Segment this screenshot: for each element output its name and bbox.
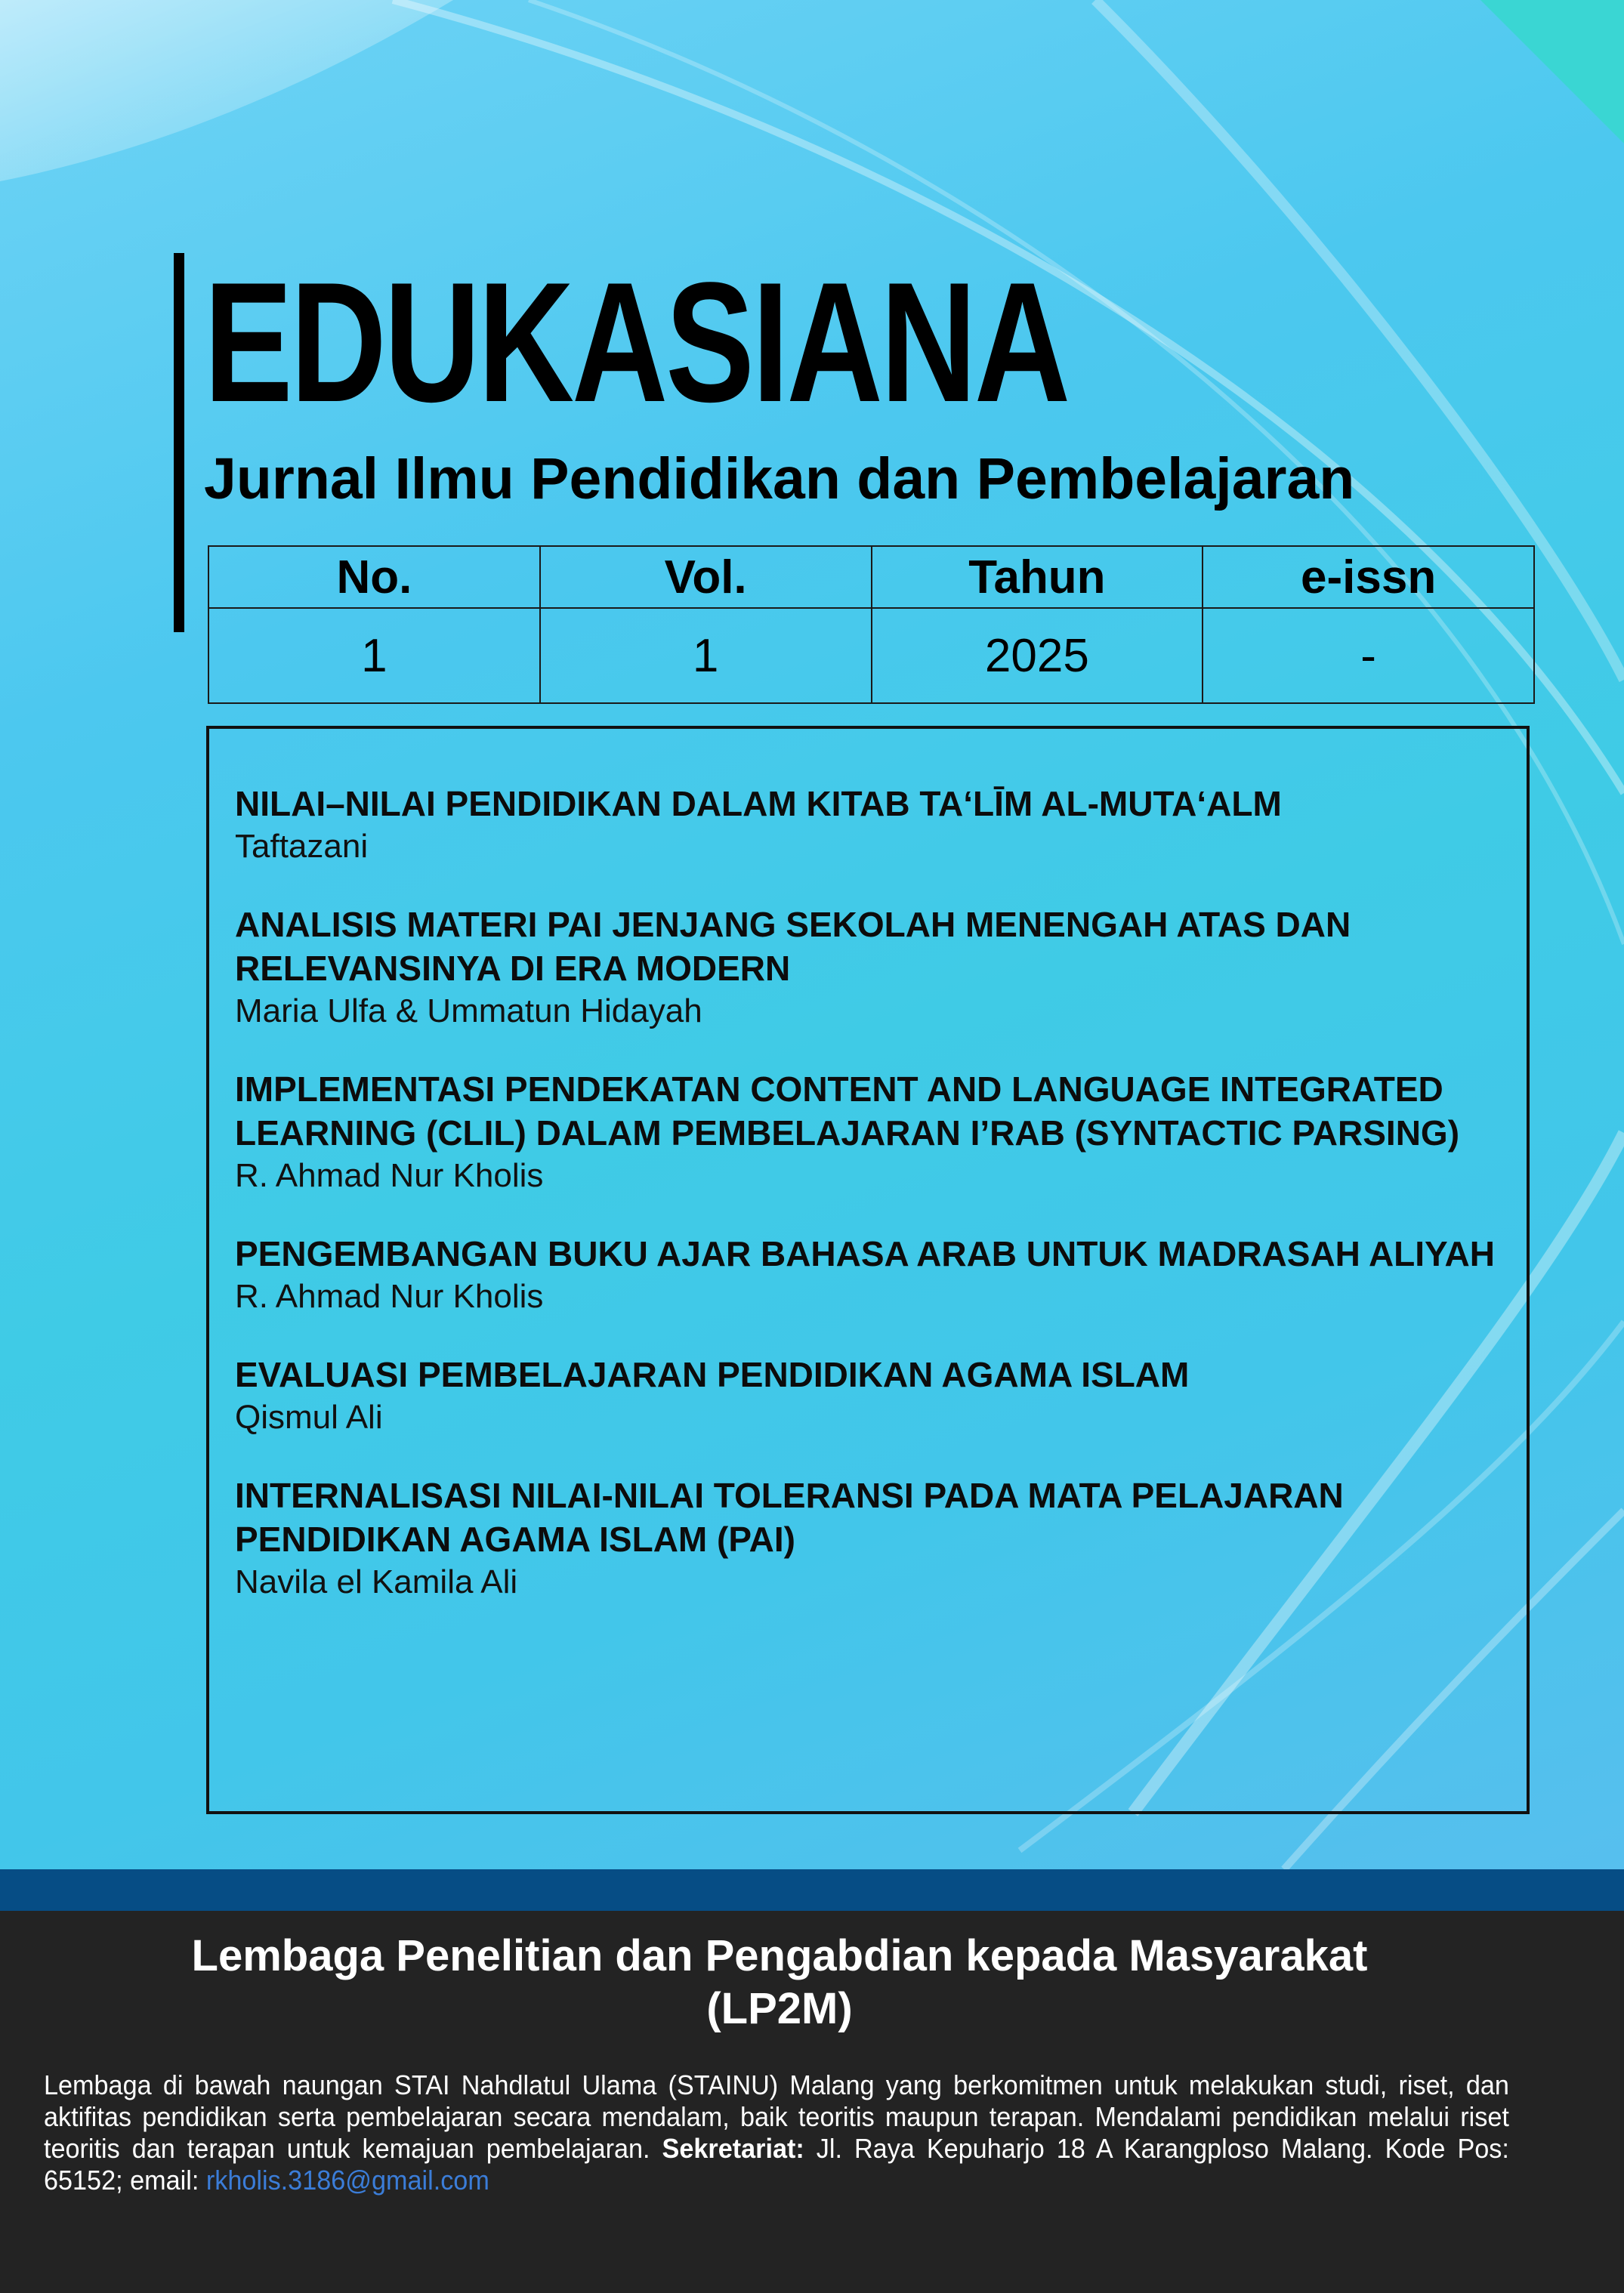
institution-name: Lembaga Penelitian dan Pengabdian kepada Masyarakat xyxy=(191,1931,1368,1980)
article-title: IMPLEMENTASI PENDEKATAN CONTENT AND LANGUAGE INTEGRATED LEARNING (CLIL) DALAM PEMBELAJARAN I’RAB (SYNTACTIC PARSING) xyxy=(235,1069,1460,1153)
corner-accent xyxy=(1480,0,1624,144)
meta-value-vol: 1 xyxy=(540,608,872,703)
article-title: ANALISIS MATERI PAI JENJANG SEKOLAH MENENGAH ATAS DAN RELEVANSINYA DI ERA MODERN xyxy=(235,905,1351,988)
email-link[interactable]: rkholis.3186@gmail.com xyxy=(205,2165,489,2196)
journal-title: EDUKASIANA xyxy=(204,246,1069,437)
article-author: Taftazani xyxy=(235,828,369,865)
journal-subtitle: Jurnal Ilmu Pendidikan dan Pembelajaran xyxy=(204,446,1355,511)
toc-item xyxy=(235,1353,1504,1439)
secretariat-address: Jl. Raya Kepuharjo 18 A Karangploso Malang. Kode Pos: 65152; email: xyxy=(44,2133,1509,2196)
article-title: NILAI–NILAI PENDIDIKAN DALAM KITAB TA‘LĪM AL-MUTA‘ALM xyxy=(235,784,1282,823)
meta-value-eissn: - xyxy=(1203,608,1534,703)
article-author: Qismul Ali xyxy=(235,1399,383,1436)
meta-value-tahun: 2025 xyxy=(872,608,1203,703)
article-title: PENGEMBANGAN BUKU AJAR BAHASA ARAB UNTUK MADRASAH ALIYAH xyxy=(235,1234,1495,1273)
toc-item xyxy=(235,782,1504,868)
description-text: Lembaga di bawah naungan STAI Nahdlatul Ulama (STAINU) Malang yang berkomitmen untuk melakukan studi, riset, dan aktifitas pendidikan serta pembelajaran secara mendalam, baik teoritis maupun terapan. Mendalami pendidikan melalui riset teoritis dan terapan untuk kemajuan pembelajaran. xyxy=(44,2069,1509,2164)
article-author: R. Ahmad Nur Kholis xyxy=(235,1278,544,1315)
meta-header-tahun: Tahun xyxy=(872,546,1203,608)
meta-header-vol: Vol. xyxy=(540,546,872,608)
toc-item xyxy=(235,1067,1504,1197)
toc-item xyxy=(235,1474,1504,1603)
toc-item xyxy=(235,903,1504,1032)
blue-divider-strip xyxy=(0,1869,1624,1911)
institution-description xyxy=(44,2069,1509,2213)
institution-title xyxy=(0,1930,1559,2035)
institution-acronym: (LP2M) xyxy=(706,1984,853,2033)
article-author: Navila el Kamila Ali xyxy=(235,1563,518,1600)
issue-meta-table xyxy=(208,545,1535,704)
title-accent-bar xyxy=(174,253,184,632)
article-author: R. Ahmad Nur Kholis xyxy=(235,1157,544,1194)
meta-header-no: No. xyxy=(208,546,540,608)
article-title: EVALUASI PEMBELAJARAN PENDIDIKAN AGAMA ISLAM xyxy=(235,1355,1190,1394)
toc-list xyxy=(235,782,1504,1638)
secretariat-label: Sekretariat: xyxy=(662,2133,804,2164)
meta-header-eissn: e-issn xyxy=(1203,546,1534,608)
table-of-contents xyxy=(206,726,1530,1814)
article-title: INTERNALISASI NILAI-NILAI TOLERANSI PADA MATA PELAJARAN PENDIDIKAN AGAMA ISLAM (PAI) xyxy=(235,1476,1344,1559)
meta-value-no: 1 xyxy=(208,608,540,703)
article-author: Maria Ulfa & Ummatun Hidayah xyxy=(235,992,702,1029)
toc-item xyxy=(235,1232,1504,1318)
